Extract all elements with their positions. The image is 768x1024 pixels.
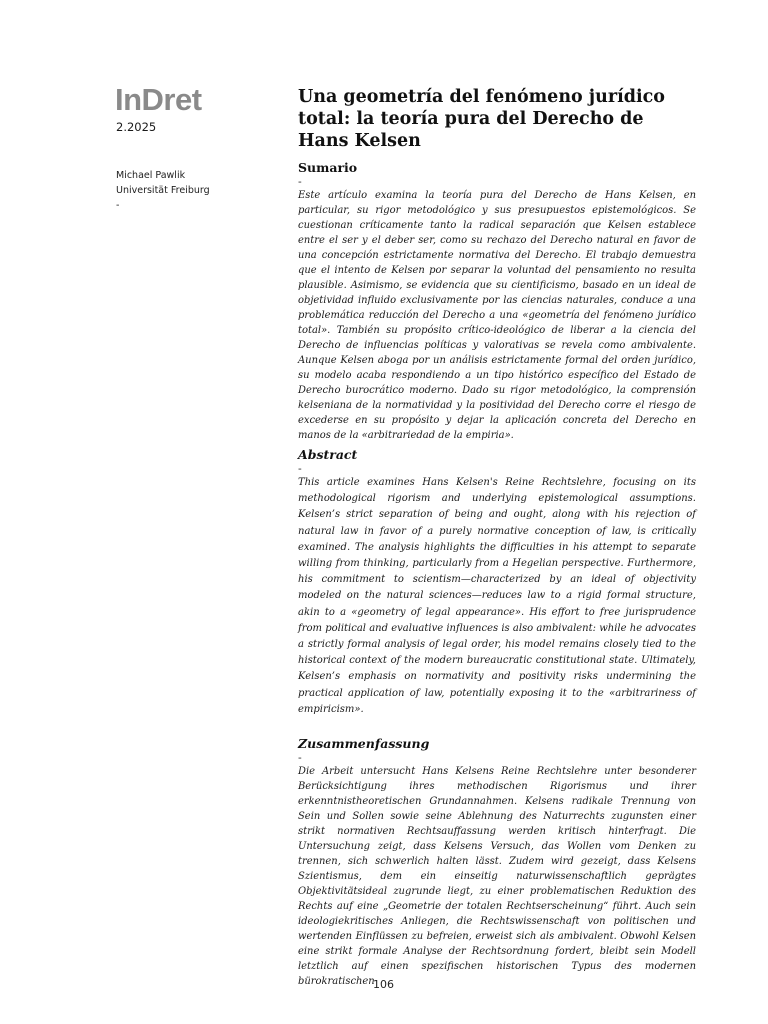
zusammenfassung-section (298, 736, 696, 989)
zusammenfassung-dash: - (298, 751, 302, 764)
sumario-heading: Sumario (298, 160, 358, 175)
author-dash: - (116, 200, 120, 211)
abstract-heading: Abstract (298, 447, 358, 462)
sumario-dash: - (298, 175, 302, 188)
article-title: Una geometría del fenómeno jurídico total: la teoría pura del Derecho de Hans Kelsen (298, 87, 665, 151)
page-number: 106 (373, 978, 394, 991)
author-name: Michael Pawlik (116, 170, 186, 181)
sumario-section (298, 160, 696, 443)
issue-number: 2.2025 (116, 120, 157, 134)
zusammenfassung-text: Die Arbeit untersucht Hans Kelsens Reine Rechtslehre unter besonderer Berücksichtigung ihres methodischen Rigorismus und ihrer erkenntnistheoretischen Grundannahmen. Kelsens radikale Trennung von Sein und Sollen sowie seine Ablehnung des Naturrechts zugunsten einer strikt normativen Rechtsauffassung werden kritisch hinterfragt. Die Untersuchung zeigt, dass Kelsens Versuch, das Wollen vom Denken zu trennen, sich schwerlich halten lässt. Zudem wird gezeigt, dass Kelsens Szientismus, dem ein einseitig naturwissenschaftlich geprägtes Objektivitätsideal zugrunde liegt, zu einer problematischen Reduktion des Rechts auf eine „Geometrie der totalen Rechtserscheinung“ führt. Auch sein ideologiekritisches Anliegen, die Rechtswissenschaft von politischen und wertenden Einflüssen zu befreien, erweist sich als ambivalent. Obwohl Kelsen eine strikt formale Analyse der Rechtsordnung fordert, bleibt sein Modell letztlich auf einen spezifischen historischen Typus des modernen bürokratischen (298, 766, 696, 987)
author-block (116, 168, 266, 213)
journal-logo: InDret (115, 82, 202, 117)
abstract-section (298, 447, 696, 718)
abstract-dash: - (298, 462, 302, 475)
zusammenfassung-heading: Zusammenfassung (298, 736, 430, 751)
sumario-text: Este artículo examina la teoría pura del Derecho de Hans Kelsen, en particular, su rigor metodológico y sus presupuestos epistemológicos. Se cuestionan críticamente tanto la radical separación que Kelsen establece entre el ser y el deber ser, como su rechazo del Derecho natural en favor de una concepción estrictamente normativa del Derecho. El trabajo demuestra que el intento de Kelsen por separar la voluntad del pensamiento no resulta plausible. Asimismo, se evidencia que su cientificismo, basado en un ideal de objetividad influido exclusivamente por las ciencias naturales, conduce a una problemática reducción del Derecho a una «geometría del fenómeno jurídico total». También su propósito crítico-ideológico de liberar a la ciencia del Derecho de influencias políticas y valorativas se revela como ambivalente. Aunque Kelsen aboga por un análisis estrictamente formal del orden jurídico, su modelo acaba respondiendo a un tipo histórico específico del Estado de Derecho burocrático moderno. Dado su rigor metodológico, la comprensión kelseniana de la normatividad y la positividad del Derecho corre el riesgo de excederse en su propósito y dejar la aplicación concreta del Derecho en manos de la «arbitrariedad de la empiria». (298, 190, 696, 441)
author-affiliation: Universität Freiburg (116, 185, 210, 196)
abstract-text: This article examines Hans Kelsen's Reine Rechtslehre, focusing on its methodological rigorism and underlying epistemological assumptions. Kelsen’s strict separation of being and ought, along with his rejection of natural law in favor of a purely normative conception of law, is critically examined. The analysis highlights the difficulties in his attempt to separate willing from thinking, particularly from a Hegelian perspective. Furthermore, his commitment to scientism—characterized by an ideal of objectivity modeled on the natural sciences—reduces law to a rigid formal structure, akin to a «geometry of legal appearance». His effort to free jurisprudence from political and evaluative influences is also ambivalent: while he advocates a strictly formal analysis of legal order, his model remains closely tied to the historical context of the modern bureaucratic constitutional state. Ultimately, Kelsen’s emphasis on normativity and positivity risks undermining the practical application of law, potentially exposing it to the «arbitrariness of empiricism». (298, 477, 696, 715)
